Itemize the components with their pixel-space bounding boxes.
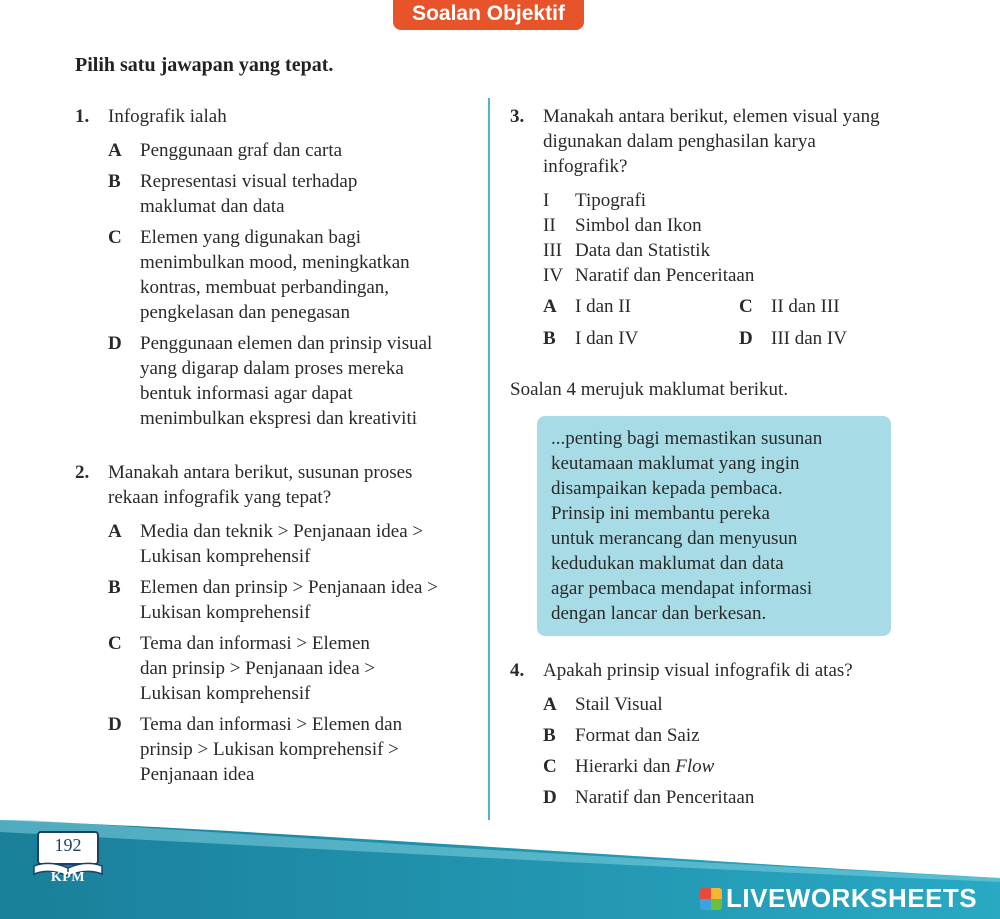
- section-title-tab: Soalan Objektif: [393, 0, 584, 30]
- info-box: [537, 416, 891, 636]
- question-1-options: [75, 138, 480, 431]
- option-b[interactable]: [543, 326, 739, 351]
- left-column: [75, 104, 480, 793]
- liveworksheets-logo: [700, 883, 977, 914]
- statement-item: [543, 238, 900, 263]
- option-text: II dan III: [771, 296, 840, 317]
- option-text: Penggunaan graf dan carta: [140, 140, 343, 161]
- option-c[interactable]: [108, 225, 480, 325]
- option-text: Representasi visual terhadap maklumat dan data: [140, 171, 358, 217]
- statement-text: Simbol dan Ikon: [575, 215, 702, 236]
- option-letter: C: [739, 296, 753, 317]
- statement-item: [543, 188, 900, 213]
- option-c[interactable]: [108, 631, 480, 706]
- statement-text: Tipografi: [575, 190, 647, 211]
- option-a[interactable]: [543, 294, 739, 319]
- option-text: Format dan Saiz: [575, 725, 700, 746]
- question-number: 1.: [75, 106, 90, 127]
- statement-item: [543, 213, 900, 238]
- option-letter: A: [108, 140, 122, 161]
- statement-list: [510, 188, 900, 288]
- question-text: Manakah antara berikut, elemen visual yang digunakan dalam penghasilan karya infografik?: [543, 106, 880, 177]
- statement-numeral: III: [543, 240, 562, 261]
- question-number: 3.: [510, 106, 525, 127]
- option-text: Naratif dan Penceritaan: [575, 787, 755, 808]
- option-letter: C: [108, 633, 122, 654]
- option-text: [575, 754, 900, 779]
- publisher-logo: KPM: [50, 870, 86, 885]
- option-d[interactable]: [108, 331, 480, 431]
- reference-note: Soalan 4 merujuk maklumat berikut.: [510, 379, 789, 400]
- info-line: keutamaan maklumat yang ingin: [551, 453, 800, 474]
- option-letter: A: [543, 296, 557, 317]
- option-c[interactable]: [543, 754, 900, 779]
- statement-text: Data dan Statistik: [575, 240, 711, 261]
- option-b[interactable]: [543, 723, 900, 748]
- instruction-text: Pilih satu jawapan yang tepat.: [75, 54, 334, 76]
- option-a[interactable]: [543, 692, 900, 717]
- option-letter: B: [108, 171, 121, 192]
- column-divider: [488, 98, 490, 820]
- question-1: [75, 104, 480, 129]
- option-text: Stail Visual: [575, 694, 663, 715]
- statement-text: Naratif dan Penceritaan: [575, 265, 755, 286]
- question-number: 4.: [510, 660, 525, 681]
- question-4: [510, 658, 900, 683]
- option-text: III dan IV: [771, 328, 847, 349]
- question-4-options: [510, 692, 900, 810]
- option-text: Penggunaan elemen dan prinsip visual yang digarap dalam proses mereka bentuk informasi agar dapat menimbulkan ekspresi dan kreativiti: [140, 333, 433, 429]
- statement-numeral: II: [543, 215, 556, 236]
- option-text: I dan IV: [575, 328, 639, 349]
- option-text-italic: Flow: [675, 756, 715, 777]
- option-d[interactable]: [543, 785, 900, 810]
- option-b[interactable]: [108, 575, 480, 625]
- option-letter: D: [108, 333, 122, 354]
- question-3-options: [510, 294, 900, 351]
- option-letter: A: [543, 694, 557, 715]
- option-a[interactable]: [108, 519, 480, 569]
- question-2-options: [75, 519, 480, 787]
- statement-numeral: IV: [543, 265, 564, 286]
- option-text-plain: Hierarki dan: [575, 756, 676, 777]
- question-number: 2.: [75, 462, 90, 483]
- info-line: agar pembaca mendapat informasi: [551, 578, 813, 599]
- question-3: [510, 104, 900, 179]
- option-c[interactable]: [739, 294, 899, 319]
- liveworksheets-icon: [700, 888, 722, 910]
- question-text: Manakah antara berikut, susunan proses rekaan infografik yang tepat?: [108, 462, 413, 508]
- option-text: Media dan teknik > Penjanaan idea > Lukisan komprehensif: [140, 521, 424, 567]
- option-letter: B: [543, 328, 556, 349]
- option-text: Elemen dan prinsip > Penjanaan idea > Lukisan komprehensif: [140, 577, 438, 623]
- option-d[interactable]: [108, 712, 480, 787]
- info-line: Prinsip ini membantu pereka: [551, 503, 770, 524]
- option-letter: A: [108, 521, 122, 542]
- option-letter: B: [543, 725, 556, 746]
- option-letter: C: [108, 227, 122, 248]
- question-text: Apakah prinsip visual infografik di atas?: [543, 660, 853, 681]
- option-b[interactable]: [108, 169, 480, 219]
- watermark-text: LIVEWORKSHEETS: [726, 883, 978, 913]
- option-text: I dan II: [575, 296, 631, 317]
- info-line: untuk merancang dan menyusun: [551, 528, 798, 549]
- info-line: kedudukan maklumat dan data: [551, 553, 784, 574]
- question-text: Infografik ialah: [108, 106, 227, 127]
- option-letter: D: [739, 328, 753, 349]
- option-a[interactable]: [108, 138, 480, 163]
- option-letter: D: [108, 714, 122, 735]
- statement-item: [543, 263, 900, 288]
- info-line: disampaikan kepada pembaca.: [551, 478, 783, 499]
- option-d[interactable]: [739, 326, 899, 351]
- option-letter: D: [543, 787, 557, 808]
- statement-numeral: I: [543, 190, 550, 211]
- option-text: Elemen yang digunakan bagi menimbulkan mood, meningkatkan kontras, membuat perbandingan, pengkelasan dan penegasan: [140, 227, 410, 323]
- info-line: dengan lancar dan berkesan.: [551, 603, 767, 624]
- question-2: [75, 460, 480, 510]
- info-line: ...penting bagi memastikan susunan: [551, 428, 823, 449]
- option-letter: C: [543, 756, 557, 777]
- option-text: Tema dan informasi > Elemen dan prinsip > Lukisan komprehensif > Penjanaan idea: [140, 714, 403, 785]
- option-letter: B: [108, 577, 121, 598]
- page-number: 192: [54, 835, 82, 855]
- option-text: Tema dan informasi > Elemen dan prinsip > Penjanaan idea > Lukisan komprehensif: [140, 633, 376, 704]
- right-column: [510, 104, 900, 816]
